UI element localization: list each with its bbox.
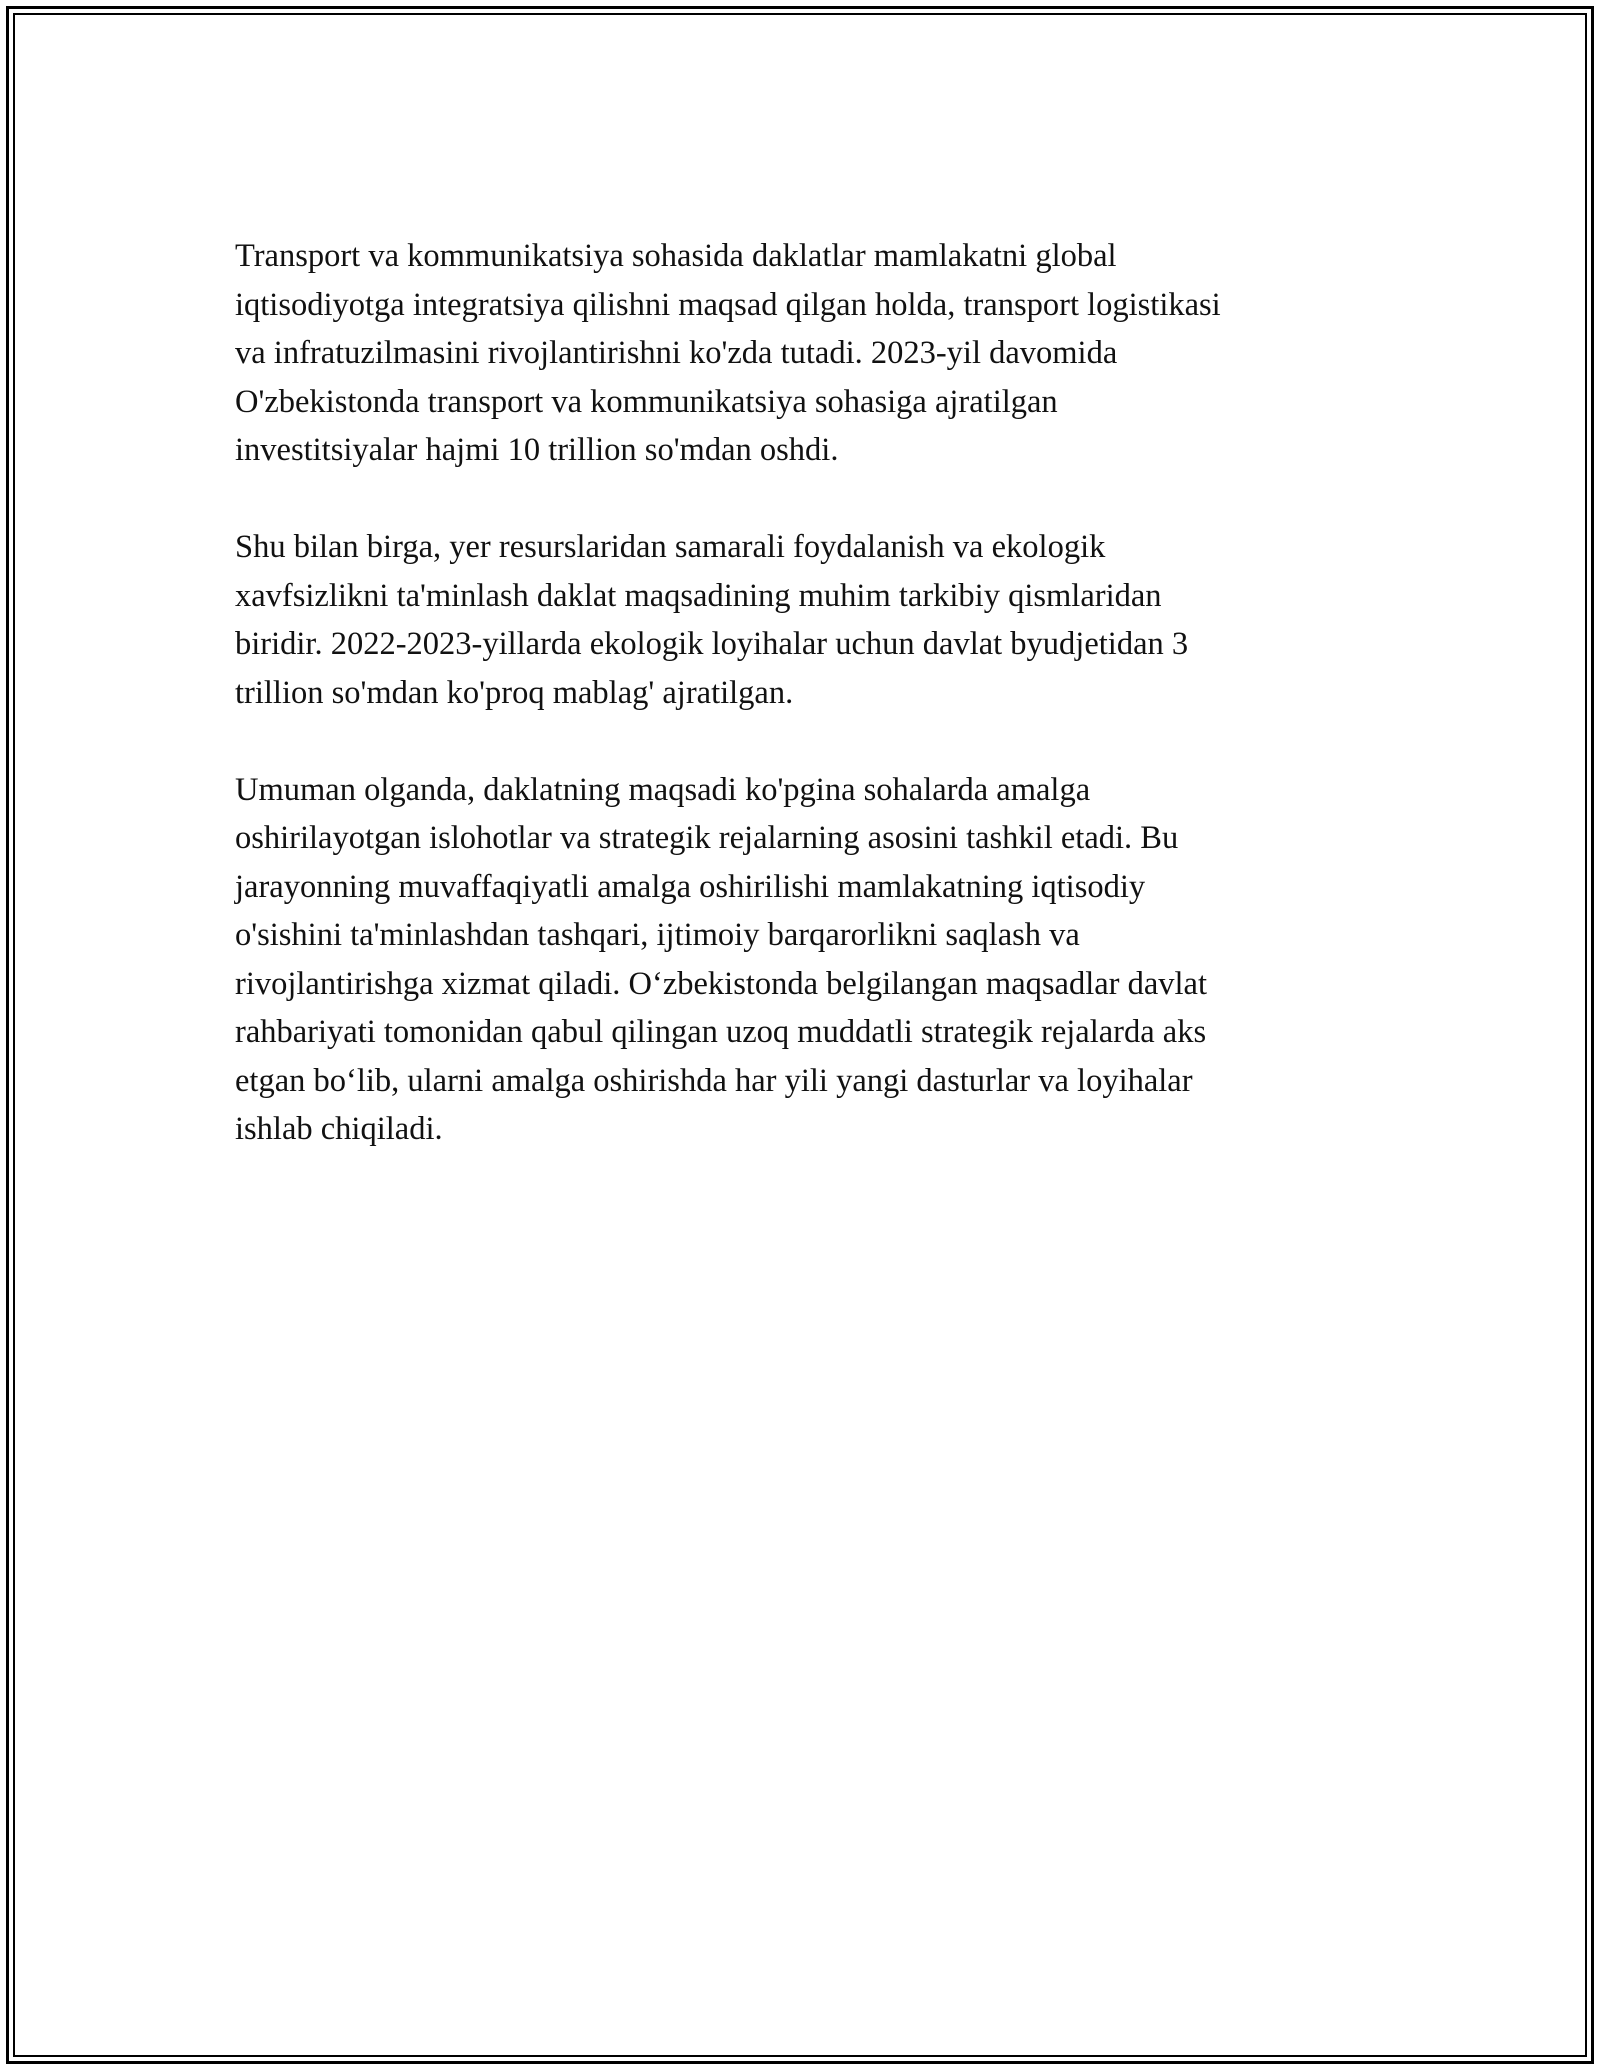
paragraph-conclusion: Umuman olganda, daklatning maqsadi ko'pgina sohalarda amalga oshirilayotgan islohotlar va strategik rejalarning asosini tashkil etadi. Bu jarayonning muvaffaqiyatli amalga oshirilishi mamlakatning iqtisodiy o'sishini ta'minlashdan tashqari, ijtimoiy barqarorlikni saqlash va rivojlantirishga xizmat qiladi. O‘zbekistonda belgilangan maqsadlar davlat rahbariyati tomonidan qabul qilingan uzoq muddatli strategik rejalarda aks etgan bo‘lib, ularni amalga oshirishda har yili yangi dasturlar va loyihalar ishlab chiqiladi. xyxy=(235,771,1208,1147)
paragraph-transport: Transport va kommunikatsiya sohasida daklatlar mamlakatni global iqtisodiyotga integratsiya qilishni maqsad qilgan holda, transport logistikasi va infratuzilmasini rivojlantirishni ko'zda tutadi. 2023-yil davomida O'zbekistonda transport va kommunikatsiya sohasiga ajratilgan investitsiyalar hajmi 10 trillion so'mdan oshdi. xyxy=(235,238,1221,468)
document-body xyxy=(235,232,1365,1202)
paragraph-ecology: Shu bilan birga, yer resurslaridan samarali foydalanish va ekologik xavfsizlikni ta'minlash daklat maqsadining muhim tarkibiy qismlaridan biridir. 2022-2023-yillarda ekologik loyihalar uchun davlat byudjetidan 3 trillion so'mdan ko'proq mablag' ajratilgan. xyxy=(235,529,1189,711)
